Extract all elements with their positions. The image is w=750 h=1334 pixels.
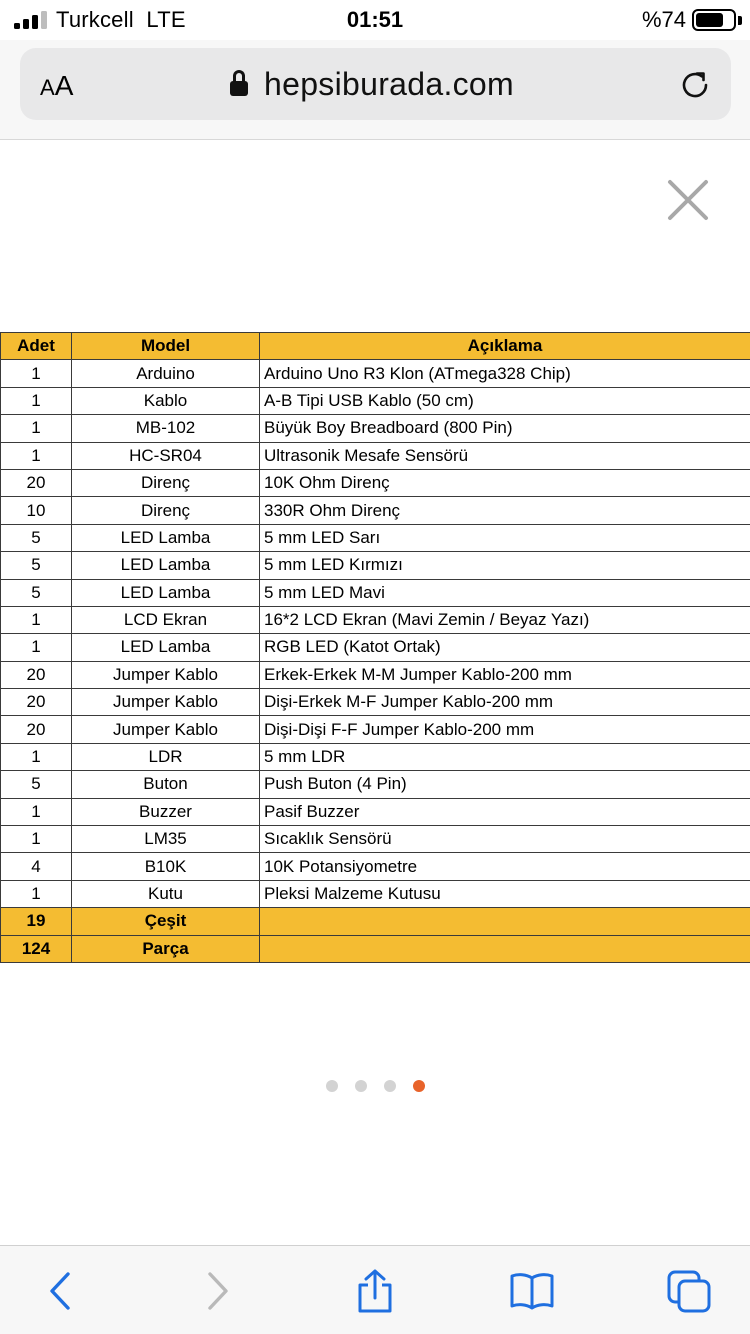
share-icon[interactable]: [353, 1268, 397, 1314]
cell-aciklama: 5 mm LED Mavi: [260, 579, 750, 606]
cell-adet: 19: [1, 908, 72, 935]
table-row: [1, 634, 750, 661]
cell-aciklama: Push Buton (4 Pin): [260, 771, 750, 798]
text-size-large-a: A: [54, 70, 74, 101]
cell-adet: 1: [1, 415, 72, 442]
table-row: [1, 661, 750, 688]
text-size-button[interactable]: [40, 70, 73, 102]
cell-adet: 10: [1, 497, 72, 524]
table-row: [1, 360, 750, 387]
cell-adet: 1: [1, 606, 72, 633]
cell-aciklama: [260, 935, 750, 962]
pager-dot[interactable]: [355, 1080, 367, 1092]
cell-adet: 1: [1, 634, 72, 661]
cell-aciklama: 10K Ohm Direnç: [260, 469, 750, 496]
cell-aciklama: [260, 908, 750, 935]
reload-icon[interactable]: [678, 68, 712, 102]
cell-adet: 5: [1, 579, 72, 606]
browser-header: [0, 40, 750, 140]
table-row: [1, 579, 750, 606]
cell-model: Parça: [72, 935, 260, 962]
table-row: [1, 415, 750, 442]
cell-model: Buzzer: [72, 798, 260, 825]
table-row: [1, 743, 750, 770]
table-row: [1, 716, 750, 743]
cell-model: Jumper Kablo: [72, 689, 260, 716]
cell-aciklama: Arduino Uno R3 Klon (ATmega328 Chip): [260, 360, 750, 387]
battery-icon: [692, 9, 736, 31]
parts-table: [0, 332, 750, 963]
cell-adet: 1: [1, 880, 72, 907]
cell-aciklama: Erkek-Erkek M-M Jumper Kablo-200 mm: [260, 661, 750, 688]
cell-adet: 4: [1, 853, 72, 880]
cell-aciklama: Pleksi Malzeme Kutusu: [260, 880, 750, 907]
pager-dot[interactable]: [326, 1080, 338, 1092]
cell-model: LED Lamba: [72, 524, 260, 551]
clock: 01:51: [346, 7, 404, 32]
cell-model: Direnç: [72, 469, 260, 496]
status-bar: [0, 0, 750, 40]
cell-aciklama: Ultrasonik Mesafe Sensörü: [260, 442, 750, 469]
table-row: [1, 442, 750, 469]
table-row: [1, 387, 750, 414]
table-row: [1, 606, 750, 633]
url-domain[interactable]: hepsiburada.com: [264, 66, 514, 102]
cell-aciklama: Pasif Buzzer: [260, 798, 750, 825]
cell-adet: 124: [1, 935, 72, 962]
cell-aciklama: 10K Potansiyometre: [260, 853, 750, 880]
cell-model: Direnç: [72, 497, 260, 524]
cell-adet: 20: [1, 469, 72, 496]
table-row: [1, 552, 750, 579]
back-icon[interactable]: [38, 1268, 82, 1314]
tabs-icon[interactable]: [667, 1268, 711, 1314]
pager-dot[interactable]: [413, 1080, 425, 1092]
table-row: [1, 771, 750, 798]
close-icon[interactable]: [664, 176, 712, 224]
cell-aciklama: 5 mm LED Kırmızı: [260, 552, 750, 579]
table-body: [1, 360, 750, 963]
cell-aciklama: A-B Tipi USB Kablo (50 cm): [260, 387, 750, 414]
cell-aciklama: 330R Ohm Direnç: [260, 497, 750, 524]
cell-aciklama: 16*2 LCD Ekran (Mavi Zemin / Beyaz Yazı): [260, 606, 750, 633]
cell-aciklama: Sıcaklık Sensörü: [260, 826, 750, 853]
cell-adet: 1: [1, 442, 72, 469]
cell-model: Çeşit: [72, 908, 260, 935]
battery-cap: [738, 16, 742, 25]
cell-adet: 1: [1, 743, 72, 770]
battery-level: [696, 13, 723, 27]
header-adet: Adet: [1, 333, 72, 360]
cell-adet: 1: [1, 826, 72, 853]
cell-model: LED Lamba: [72, 634, 260, 661]
cell-adet: 5: [1, 771, 72, 798]
cell-adet: 1: [1, 798, 72, 825]
table-row: [1, 469, 750, 496]
cell-model: Jumper Kablo: [72, 661, 260, 688]
cell-model: MB-102: [72, 415, 260, 442]
cell-model: LED Lamba: [72, 579, 260, 606]
cell-aciklama: RGB LED (Katot Ortak): [260, 634, 750, 661]
cell-adet: 1: [1, 387, 72, 414]
cell-model: B10K: [72, 853, 260, 880]
cell-model: LM35: [72, 826, 260, 853]
cell-aciklama: 5 mm LDR: [260, 743, 750, 770]
cell-aciklama: Dişi-Erkek M-F Jumper Kablo-200 mm: [260, 689, 750, 716]
cell-adet: 20: [1, 661, 72, 688]
table-total-row: [1, 908, 750, 935]
table-row: [1, 880, 750, 907]
table-row: [1, 853, 750, 880]
cell-model: LDR: [72, 743, 260, 770]
header-aciklama: Açıklama: [260, 333, 750, 360]
cell-model: Kutu: [72, 880, 260, 907]
cell-model: HC-SR04: [72, 442, 260, 469]
cell-adet: 20: [1, 716, 72, 743]
lock-icon: [230, 70, 248, 96]
battery-percent: %74: [641, 7, 686, 32]
cell-adet: 1: [1, 360, 72, 387]
bottom-toolbar: [0, 1245, 750, 1334]
cell-model: LCD Ekran: [72, 606, 260, 633]
table-row: [1, 524, 750, 551]
cell-model: LED Lamba: [72, 552, 260, 579]
text-size-small-a: A: [40, 75, 55, 100]
bookmarks-icon[interactable]: [510, 1268, 554, 1314]
cell-aciklama: 5 mm LED Sarı: [260, 524, 750, 551]
table-row: [1, 689, 750, 716]
cell-aciklama: Büyük Boy Breadboard (800 Pin): [260, 415, 750, 442]
table-total-row: [1, 935, 750, 962]
table-row: [1, 798, 750, 825]
cell-aciklama: Dişi-Dişi F-F Jumper Kablo-200 mm: [260, 716, 750, 743]
cell-model: Jumper Kablo: [72, 716, 260, 743]
forward-icon[interactable]: [196, 1268, 240, 1314]
table-row: [1, 497, 750, 524]
carrier-name: Turkcell: [56, 7, 134, 32]
table-row: [1, 826, 750, 853]
address-bar[interactable]: [20, 48, 731, 120]
network-type: LTE: [146, 7, 186, 32]
cell-model: Kablo: [72, 387, 260, 414]
table-header-row: [1, 333, 750, 360]
pager-dot[interactable]: [384, 1080, 396, 1092]
cell-adet: 20: [1, 689, 72, 716]
cell-model: Buton: [72, 771, 260, 798]
cell-adet: 5: [1, 552, 72, 579]
cell-model: Arduino: [72, 360, 260, 387]
header-model: Model: [72, 333, 260, 360]
cell-adet: 5: [1, 524, 72, 551]
